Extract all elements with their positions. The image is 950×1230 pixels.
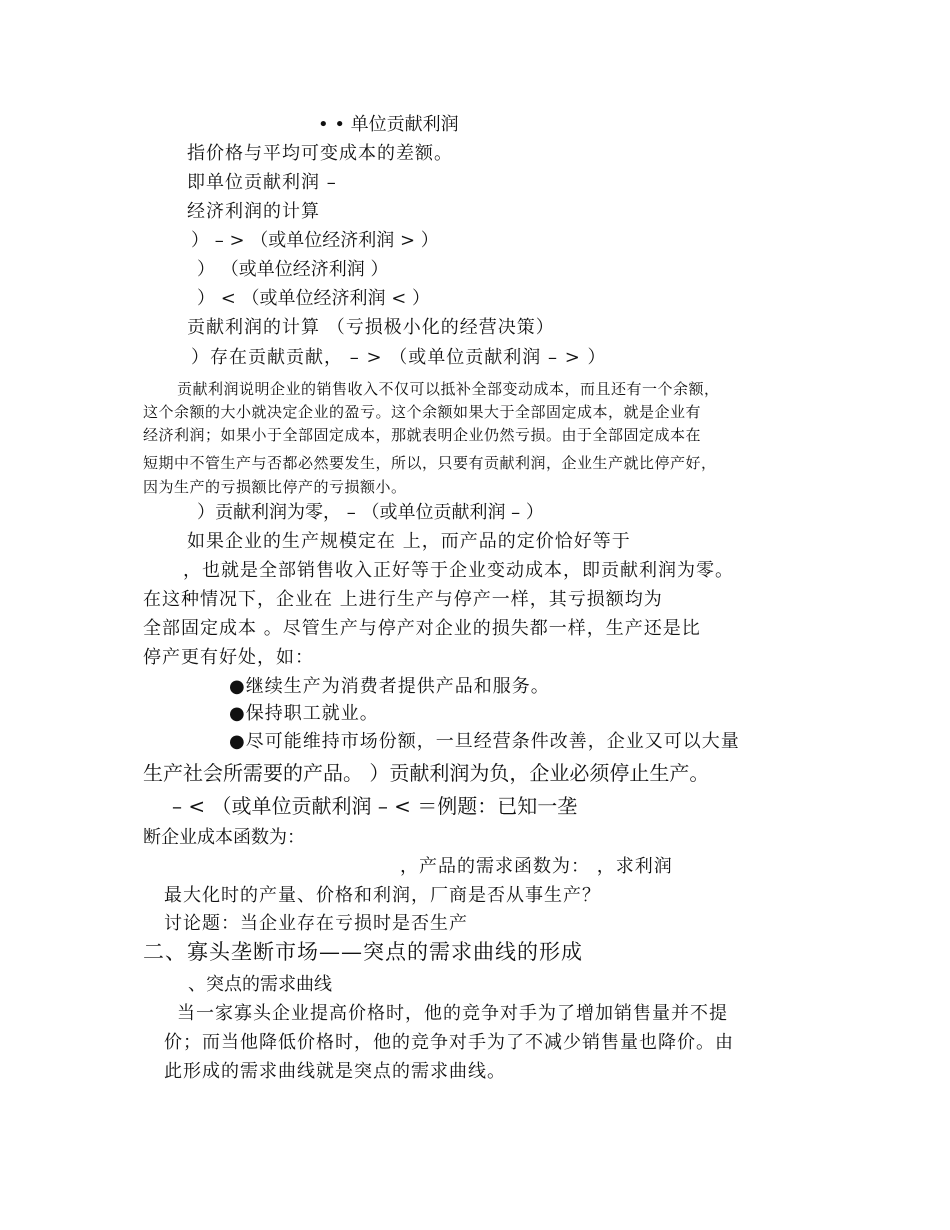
heading-unit-contribution-profit: • • 单位贡献利润 [318, 114, 459, 135]
bullet-item: ●尽可能维持市场份额，一旦经营条件改善，企业又可以大量 [229, 731, 740, 752]
section-heading: 二、寡头垄断市场——突点的需求曲线的形成 [143, 940, 583, 964]
subheading-kinked-demand: 、突点的需求曲线 [188, 974, 332, 995]
formula-line: ）贡献利润为零， – （或单位贡献利润 – ） [197, 502, 544, 523]
paragraph-line: 因为生产的亏损额比停产的亏损额小。 [143, 478, 407, 496]
paragraph-line: 这个余额的大小就决定企业的盈亏。这个余额如果大于全部固定成本，就是企业有 [143, 403, 702, 421]
paragraph-line: 当一家寡头企业提高价格时，他的竞争对手为了增加销售量并不提 [177, 1003, 728, 1024]
subheading-contribution-profit: 贡献利润的计算 （亏损极小化的经营决策） [187, 317, 555, 338]
paragraph-line: 此形成的需求曲线就是突点的需求曲线。 [164, 1061, 506, 1082]
formula-line: ） < （或单位经济利润 < ） [197, 288, 431, 309]
paragraph-line: 全部固定成本 。尽管生产与停产对企业的损失都一样，生产还是比 [143, 618, 701, 639]
paragraph-line: ，也就是全部销售收入正好等于企业变动成本，即贡献利润为零。 [183, 560, 734, 581]
formula-line: ）存在贡献贡献， – > （或单位贡献利润 – > ） [191, 347, 607, 368]
formula-line: – < （或单位贡献利润 – < ＝例题：已知一垄 [172, 794, 578, 818]
bullet-item: ●继续生产为消费者提供产品和服务。 [229, 676, 550, 697]
formula-line: ） （或单位经济利润 ） [197, 259, 389, 280]
paragraph-line: 最大化时的产量、价格和利润，厂商是否从事生产？ [164, 885, 601, 906]
paragraph-line: 生产社会所需要的产品。 ）贡献利润为负，企业必须停止生产。 [143, 761, 710, 785]
paragraph-line: 贡献利润说明企业的销售收入不仅可以抵补全部变动成本，而且还有一个余额， [177, 380, 720, 398]
paragraph-line: 如果企业的生产规模定在 上，而产品的定价恰好等于 [187, 531, 631, 552]
paragraph-line: ，产品的需求函数为： ，求利润 [400, 856, 673, 877]
paragraph-line: 短期中不管生产与否都必然要发生，所以，只要有贡献利润，企业生产就比停产好， [143, 454, 717, 472]
subheading-economic-profit: 经济利润的计算 [187, 201, 320, 222]
text-line: 指价格与平均可变成本的差额。 [187, 143, 453, 164]
paragraph-line: 断企业成本函数为： [143, 827, 305, 848]
discussion-question: 讨论题：当企业存在亏损时是否生产 [164, 913, 468, 934]
paragraph-line: 价；而当他降低价格时，他的竞争对手为了不减少销售量也降价。由 [164, 1032, 734, 1053]
paragraph-line: 在这种情况下，企业在 上进行生产与停产一样，其亏损额均为 [143, 589, 663, 610]
bullet-item: ●保持职工就业。 [229, 703, 379, 724]
formula-line: ） – > （或单位经济利润 > ） [191, 230, 439, 251]
paragraph-line: 经济利润；如果小于全部固定成本，那就表明企业仍然亏损。由于全部固定成本在 [143, 426, 702, 444]
text-line: 即单位贡献利润 – [187, 172, 337, 193]
paragraph-line: 停产更有好处，如： [143, 647, 314, 668]
